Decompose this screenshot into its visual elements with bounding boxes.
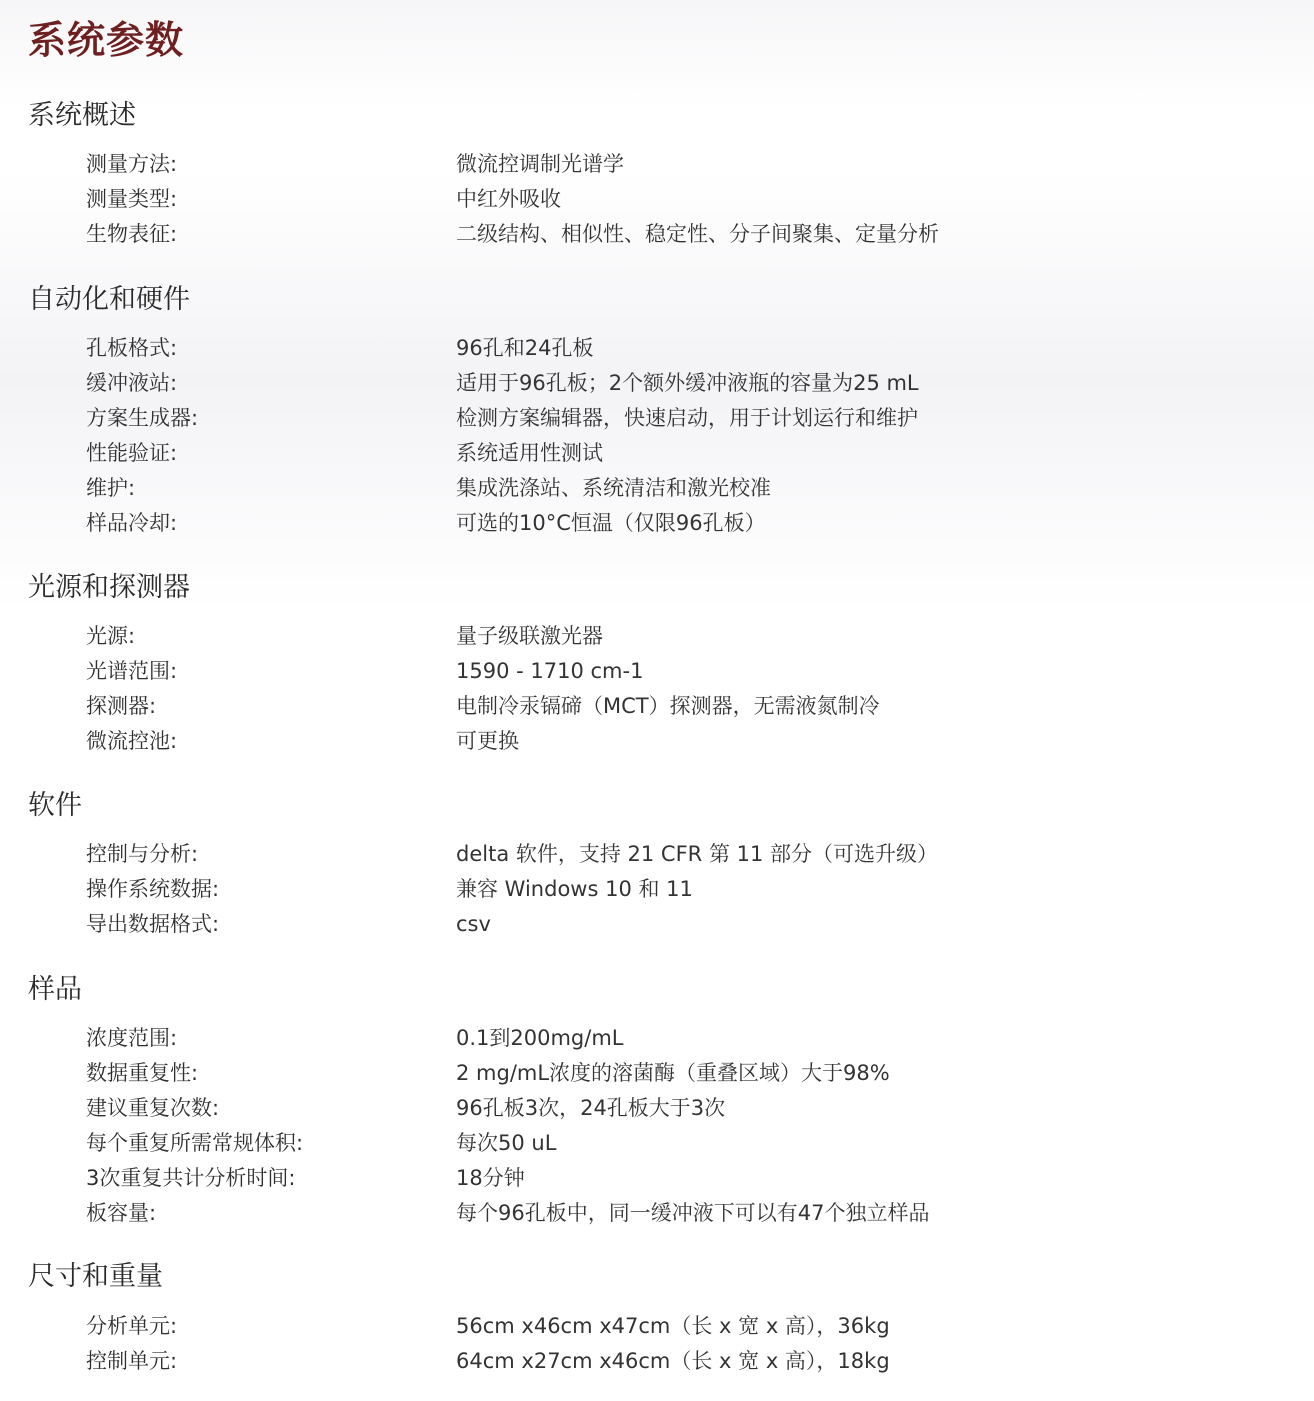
spec-label: 探测器: <box>86 694 157 718</box>
spec-value: 系统适用性测试 <box>456 441 603 465</box>
spec-row <box>0 367 1314 402</box>
spec-row <box>0 620 1314 655</box>
spec-row <box>0 838 1314 873</box>
spec-value: 兼容 Windows 10 和 11 <box>456 877 693 901</box>
spec-value: 适用于96孔板；2个额外缓冲液瓶的容量为25 mL <box>456 371 919 395</box>
spec-label: 光源: <box>86 624 136 648</box>
spec-label: 操作系统数据: <box>86 877 220 901</box>
spec-value: 电制冷汞镉碲（MCT）探测器，无需液氮制冷 <box>456 694 880 718</box>
spec-label: 孔板格式: <box>86 336 178 360</box>
spec-label: 数据重复性: <box>86 1061 199 1085</box>
spec-row <box>0 690 1314 725</box>
spec-value: 微流控调制光谱学 <box>456 152 624 176</box>
spec-row <box>0 1197 1314 1232</box>
spec-label: 微流控池: <box>86 729 178 753</box>
spec-label: 建议重复次数: <box>86 1096 220 1120</box>
page-title: 系统参数 <box>28 18 185 62</box>
spec-label: 控制与分析: <box>86 842 199 866</box>
spec-label: 维护: <box>86 476 136 500</box>
spec-value: 96孔和24孔板 <box>456 336 594 360</box>
spec-row <box>0 1127 1314 1162</box>
spec-row <box>0 183 1314 218</box>
spec-row <box>0 873 1314 908</box>
spec-row <box>0 1162 1314 1197</box>
spec-value: delta 软件，支持 21 CFR 第 11 部分（可选升级） <box>456 842 939 866</box>
spec-label: 浓度范围: <box>86 1026 178 1050</box>
spec-row <box>0 725 1314 760</box>
spec-label: 控制单元: <box>86 1349 178 1373</box>
spec-value: csv <box>456 912 491 936</box>
section-title-light-source-detector: 光源和探测器 <box>28 572 190 603</box>
spec-label: 生物表征: <box>86 222 178 246</box>
section-title-overview: 系统概述 <box>28 100 136 131</box>
spec-value: 64cm x27cm x46cm（长 x 宽 x 高），18kg <box>456 1349 890 1373</box>
spec-row <box>0 908 1314 943</box>
spec-label: 样品冷却: <box>86 511 178 535</box>
spec-value: 2 mg/mL浓度的溶菌酶（重叠区域）大于98% <box>456 1061 890 1085</box>
spec-value: 二级结构、相似性、稳定性、分子间聚集、定量分析 <box>456 222 939 246</box>
spec-row <box>0 1057 1314 1092</box>
spec-label: 方案生成器: <box>86 406 199 430</box>
spec-label: 性能验证: <box>86 441 178 465</box>
spec-label: 缓冲液站: <box>86 371 178 395</box>
spec-label: 导出数据格式: <box>86 912 220 936</box>
spec-label: 3次重复共计分析时间: <box>86 1166 296 1190</box>
spec-row <box>0 1310 1314 1345</box>
spec-value: 每次50 uL <box>456 1131 557 1155</box>
section-title-dimensions-weight: 尺寸和重量 <box>28 1261 163 1292</box>
spec-row <box>0 507 1314 542</box>
spec-value: 可选的10°C恒温（仅限96孔板） <box>456 511 766 535</box>
spec-row <box>0 218 1314 253</box>
spec-label: 板容量: <box>86 1201 157 1225</box>
spec-row <box>0 402 1314 437</box>
spec-label: 测量方法: <box>86 152 178 176</box>
spec-value: 0.1到200mg/mL <box>456 1026 624 1050</box>
spec-label: 每个重复所需常规体积: <box>86 1131 304 1155</box>
spec-label: 分析单元: <box>86 1314 178 1338</box>
spec-value: 量子级联激光器 <box>456 624 603 648</box>
section-title-automation-hardware: 自动化和硬件 <box>28 284 190 315</box>
spec-value: 集成洗涤站、系统清洁和激光校准 <box>456 476 771 500</box>
spec-label: 光谱范围: <box>86 659 178 683</box>
spec-value: 1590 - 1710 cm-1 <box>456 659 644 683</box>
spec-row <box>0 472 1314 507</box>
spec-row <box>0 332 1314 367</box>
spec-value: 56cm x46cm x47cm（长 x 宽 x 高），36kg <box>456 1314 890 1338</box>
spec-label: 测量类型: <box>86 187 178 211</box>
spec-value: 中红外吸收 <box>456 187 561 211</box>
spec-value: 96孔板3次，24孔板大于3次 <box>456 1096 726 1120</box>
spec-row <box>0 1092 1314 1127</box>
spec-value: 18分钟 <box>456 1166 525 1190</box>
spec-row <box>0 655 1314 690</box>
spec-value: 每个96孔板中，同一缓冲液下可以有47个独立样品 <box>456 1201 930 1225</box>
spec-row <box>0 1345 1314 1380</box>
section-title-software: 软件 <box>28 790 82 821</box>
spec-row <box>0 148 1314 183</box>
spec-row <box>0 437 1314 472</box>
spec-value: 检测方案编辑器，快速启动，用于计划运行和维护 <box>456 406 918 430</box>
spec-row <box>0 1022 1314 1057</box>
spec-value: 可更换 <box>456 729 519 753</box>
section-title-sample: 样品 <box>28 974 82 1005</box>
